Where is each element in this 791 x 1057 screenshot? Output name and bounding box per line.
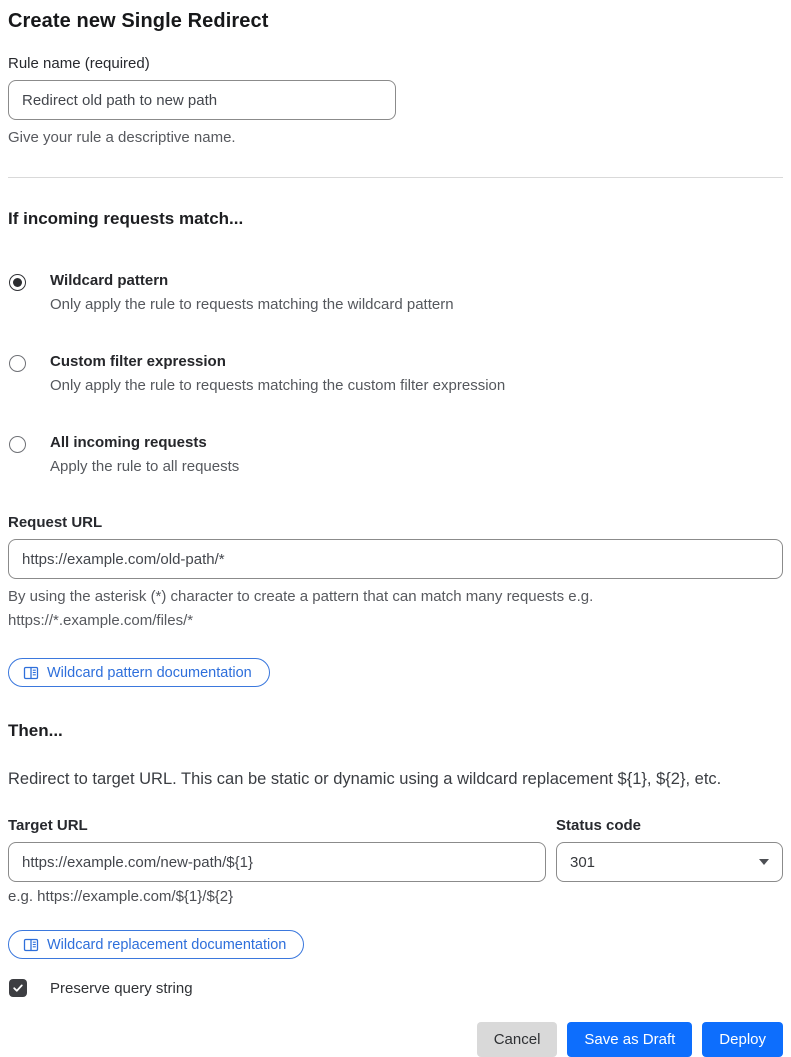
radio-wildcard-pattern[interactable]	[9, 274, 26, 291]
cancel-button[interactable]: Cancel	[477, 1022, 558, 1057]
save-as-draft-button[interactable]: Save as Draft	[567, 1022, 692, 1057]
radio-option-custom-filter[interactable]	[8, 352, 783, 396]
request-url-helper-line2: https://*.example.com/files/*	[8, 612, 194, 629]
target-status-row	[8, 817, 783, 905]
then-section-heading: Then...	[8, 721, 63, 740]
book-icon	[23, 937, 39, 953]
radio-custom-filter[interactable]	[9, 355, 26, 372]
preserve-query-label: Preserve query string	[50, 979, 193, 997]
request-url-helper	[8, 585, 783, 633]
target-url-label: Target URL	[8, 817, 88, 834]
radio-all-requests-label: All incoming requests	[50, 434, 207, 451]
chevron-down-icon	[759, 859, 769, 865]
wildcard-replacement-docs-button[interactable]	[8, 930, 304, 959]
rule-name-field	[8, 55, 783, 150]
radio-custom-filter-description: Only apply the rule to requests matching the custom filter expression	[50, 377, 506, 394]
section-divider	[8, 177, 783, 178]
then-section-description: Redirect to target URL. This can be static or dynamic using a wildcard replacement ${1}, ${2}, etc.	[8, 770, 722, 788]
wildcard-pattern-docs-label: Wildcard pattern documentation	[47, 664, 252, 681]
radio-all-requests[interactable]	[9, 436, 26, 453]
radio-wildcard-pattern-description: Only apply the rule to requests matching the wildcard pattern	[50, 296, 454, 313]
target-url-input[interactable]	[8, 842, 546, 882]
radio-wildcard-pattern-label: Wildcard pattern	[50, 272, 169, 289]
radio-all-requests-description: Apply the rule to all requests	[50, 458, 240, 475]
request-url-field	[8, 514, 783, 633]
deploy-button[interactable]: Deploy	[702, 1022, 783, 1057]
radio-custom-filter-label: Custom filter expression	[50, 353, 226, 370]
status-code-select[interactable]	[556, 842, 783, 882]
rule-name-helper: Give your rule a descriptive name.	[8, 129, 236, 146]
footer-actions	[8, 1022, 783, 1057]
request-url-label: Request URL	[8, 514, 103, 531]
request-url-input[interactable]	[8, 539, 783, 579]
book-icon	[23, 665, 39, 681]
wildcard-pattern-docs-button[interactable]	[8, 658, 270, 687]
target-url-helper: e.g. https://example.com/${1}/${2}	[8, 888, 234, 905]
status-code-field	[556, 817, 783, 905]
page-title: Create new Single Redirect	[8, 10, 269, 32]
rule-name-label: Rule name (required)	[8, 55, 150, 72]
radio-option-all-requests[interactable]	[8, 433, 783, 477]
match-type-radio-group	[8, 271, 783, 477]
wildcard-replacement-docs-label: Wildcard replacement documentation	[47, 936, 287, 953]
request-url-helper-line1: By using the asterisk (*) character to create a pattern that can match many requests e.g.	[8, 588, 594, 605]
match-section-heading: If incoming requests match...	[8, 209, 244, 228]
target-url-field	[8, 817, 546, 905]
status-code-value: 301	[570, 853, 596, 871]
preserve-query-checkbox[interactable]	[9, 979, 27, 997]
status-code-label: Status code	[556, 817, 642, 834]
check-icon	[12, 982, 24, 994]
preserve-query-row[interactable]	[8, 979, 783, 997]
radio-option-wildcard-pattern[interactable]	[8, 271, 783, 315]
rule-name-input[interactable]	[8, 80, 396, 120]
